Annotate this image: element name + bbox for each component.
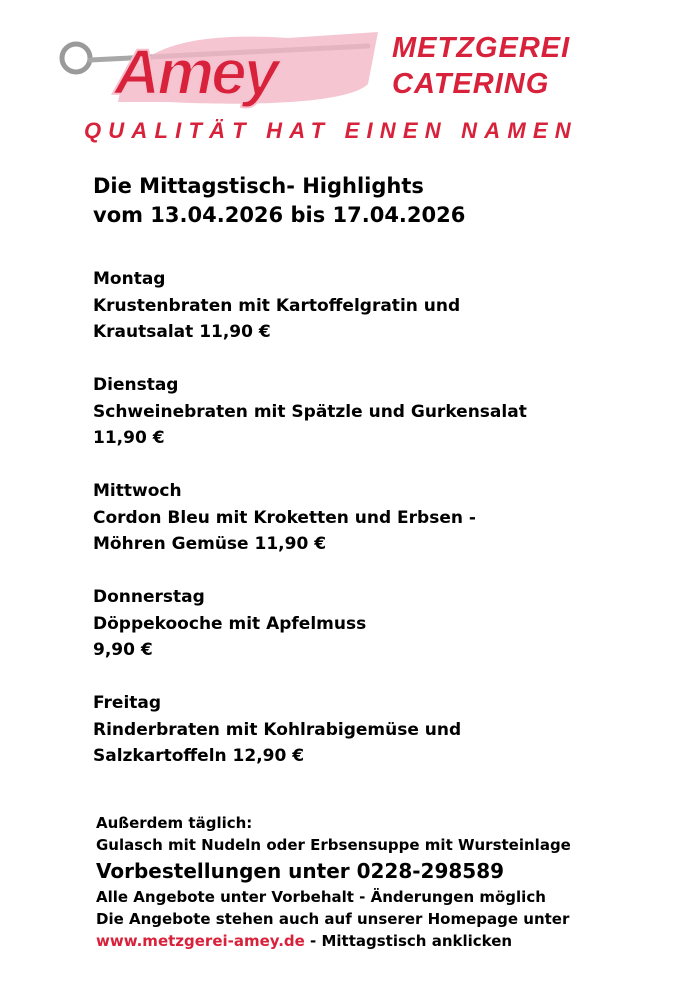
daily-text: Gulasch mit Nudeln oder Erbsensuppe mit Wursteinlage [96,836,571,854]
menu-day-mittwoch [93,478,476,558]
menu-day-freitag [93,690,461,770]
title-line-2: vom 13.04.2026 bis 17.04.2026 [93,203,466,227]
order-phone: Vorbestellungen unter 0228-298589 [96,859,505,883]
dish-line: Schweinebraten mit Spätzle und Gurkensalat [93,401,527,422]
homepage-line [96,930,571,952]
menu-day-dienstag [93,372,527,452]
menu-day-montag [93,266,460,346]
disclaimer: Alle Angebote unter Vorbehalt - Änderungen möglich [96,888,546,906]
day-name: Montag [93,269,166,289]
dish-line: Döppekooche mit Apfelmuss [93,613,367,634]
day-name: Dienstag [93,375,179,395]
homepage-note: Die Angebote stehen auch auf unserer Homepage unter [96,910,570,928]
homepage-link-suffix: - Mittagstisch anklicken [304,932,513,950]
dish-line: Salzkartoffeln 12,90 € [93,746,305,766]
brand-name [392,30,592,102]
day-name: Freitag [93,693,162,713]
dish-line: Krautsalat 11,90 € [93,322,271,342]
logo-wordmark: Amey [114,36,277,108]
daily-label: Außerdem täglich: [96,814,253,832]
dish-line: Möhren Gemüse 11,90 € [93,534,327,554]
menu-day-donnerstag [93,584,366,664]
title-line-1: Die Mittagstisch- Highlights [93,174,424,198]
day-name: Donnerstag [93,587,205,607]
dish-line: 9,90 € [93,640,153,660]
brand-line-metzgerei: METZGEREI [392,32,571,64]
dish-line: Cordon Bleu mit Kroketten und Erbsen - [93,507,476,528]
dish-line: 11,90 € [93,428,165,448]
dish-line: Krustenbraten mit Kartoffelgratin und [93,295,461,316]
brand-line-catering: CATERING [392,68,550,100]
homepage-link[interactable]: www.metzgerei-amey.de [96,932,305,950]
page-title [93,172,465,230]
footer-info [96,812,571,952]
slogan: QUALITÄT HAT EINEN NAMEN [84,118,578,143]
dish-line: Rinderbraten mit Kohlrabigemüse und [93,719,462,740]
day-name: Mittwoch [93,481,182,501]
